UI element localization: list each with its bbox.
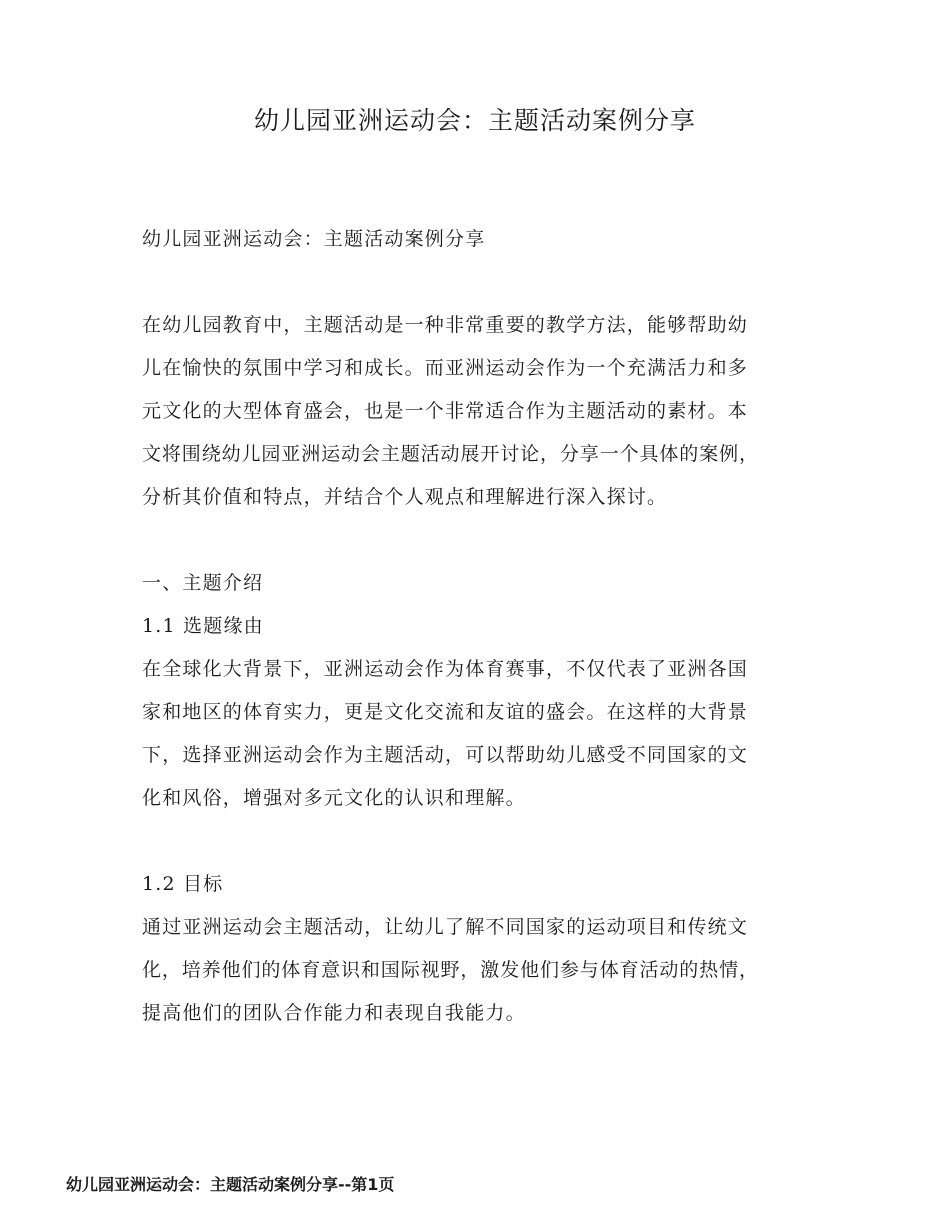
paragraph-line: 家和地区的体育实力，更是文化交流和友谊的盛会。在这样的大背景 — [142, 701, 749, 723]
document-subtitle: 幼儿园亚洲运动会：主题活动案例分享 — [142, 228, 486, 250]
paragraph-line: 下，选择亚洲运动会作为主题活动，可以帮助幼儿感受不同国家的文 — [142, 744, 749, 766]
blank-line — [142, 519, 832, 562]
subsection-heading: 1.2 目标 — [142, 873, 224, 895]
paragraph-line: 在全球化大背景下，亚洲运动会作为体育赛事，不仅代表了亚洲各国 — [142, 658, 749, 680]
document-body — [142, 218, 832, 1035]
paragraph-line: 通过亚洲运动会主题活动，让幼儿了解不同国家的运动项目和传统文 — [142, 916, 749, 938]
blank-line — [142, 820, 832, 863]
page-footer: 幼儿园亚洲运动会：主题活动案例分享--第1页 — [66, 1175, 395, 1194]
document-title: 幼儿园亚洲运动会：主题活动案例分享 — [253, 106, 696, 135]
paragraph-line: 提高他们的团队合作能力和表现自我能力。 — [142, 1002, 526, 1024]
paragraph-line: 元文化的大型体育盛会，也是一个非常适合作为主题活动的素材。本 — [142, 400, 749, 422]
blank-line — [142, 261, 832, 304]
section-heading: 一、主题介绍 — [142, 572, 264, 594]
subsection-heading: 1.1 选题缘由 — [142, 615, 264, 637]
paragraph-line: 文将围绕幼儿园亚洲运动会主题活动展开讨论，分享一个具体的案例， — [142, 443, 759, 465]
paragraph-line: 化，培养他们的体育意识和国际视野，激发他们参与体育活动的热情， — [142, 959, 759, 981]
paragraph-line: 在幼儿园教育中，主题活动是一种非常重要的教学方法，能够帮助幼 — [142, 314, 749, 336]
reason-paragraph — [142, 648, 832, 820]
paragraph-line: 儿在愉快的氛围中学习和成长。而亚洲运动会作为一个充满活力和多 — [142, 357, 749, 379]
paragraph-line: 分析其价值和特点，并结合个人观点和理解进行深入探讨。 — [142, 486, 668, 508]
goal-paragraph — [142, 906, 832, 1035]
intro-paragraph — [142, 304, 832, 519]
paragraph-line: 化和风俗，增强对多元文化的认识和理解。 — [142, 787, 526, 809]
